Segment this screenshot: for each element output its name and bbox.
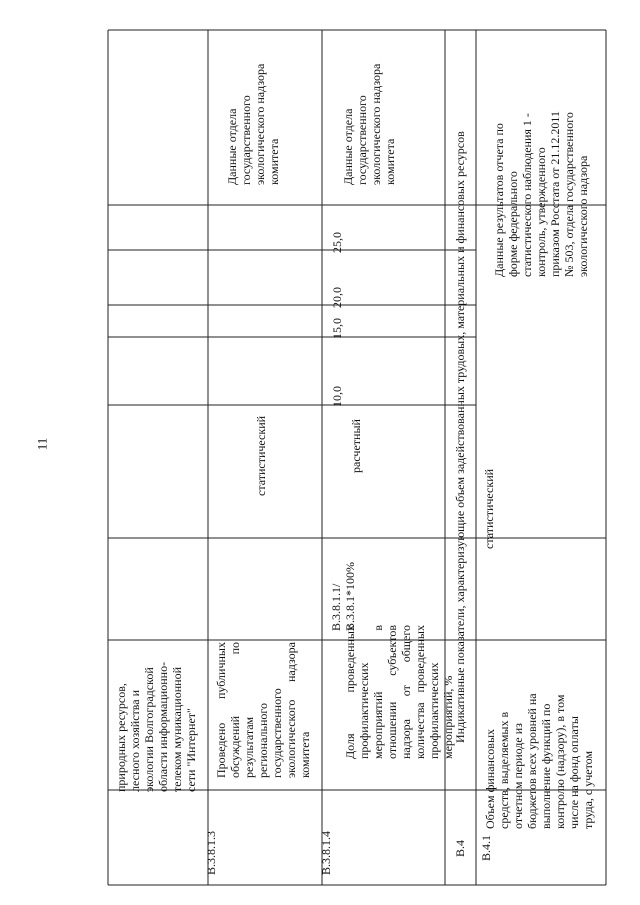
row1-source: Данные отдела государственного экологического надзора комитета xyxy=(225,63,281,185)
row2-id: В.3.8.1.4 xyxy=(319,830,333,875)
row1-name: Проведено публичных обсуждений по результатам регионального государственного экологического надзора комитета xyxy=(214,642,312,778)
row1-method: статистический xyxy=(254,415,268,496)
row2-formula: В.3.8.1.1/ В.3.8.1*100% xyxy=(329,562,357,631)
row4-source: Данные результатов отчета по форме федерального статистического наблюдения 1 - контроль, утвержденного приказом Росстата от 21.12.2011 № 503, отдела государственного экологического надзора xyxy=(492,111,590,277)
row3-id: В.4 xyxy=(453,839,467,857)
row2-method: расчетный xyxy=(349,419,363,473)
row4-name: Объем финансовых средств, выделяемых в отчетном периоде из бюджетов всех уровней на выполнение функций по контролю (надзору), в том числе на фонд оплаты труда, с учетом xyxy=(483,693,595,829)
row2-value-2: 15,0 xyxy=(330,318,344,339)
page-number: 11 xyxy=(34,437,50,451)
section-title: Индикативные показатели, характеризующие объем задействованных трудовых, материальных и финансовых ресурсов xyxy=(453,131,467,743)
row4-id: В.4.1 xyxy=(479,834,493,861)
row2-source: Данные отдела государственного экологического надзора комитета xyxy=(341,63,397,185)
row0-name: природных ресурсов, лесного хозяйства и экологии Волгоградской области информационно-телеком муникационной сети "Интернет" xyxy=(114,661,198,792)
row1-id: В.3.8.1.3 xyxy=(204,830,218,875)
row2-value-4: 25,0 xyxy=(330,232,344,253)
row2-name: Доля проведенных профилактических мероприятий в отношении субъектов надзора от общего количества проведенных профилактических мероприятий, % xyxy=(343,625,455,759)
row2-value-1: 10,0 xyxy=(330,386,344,407)
row2-value-3: 20,0 xyxy=(330,287,344,308)
row4-method: статистический xyxy=(482,468,496,549)
